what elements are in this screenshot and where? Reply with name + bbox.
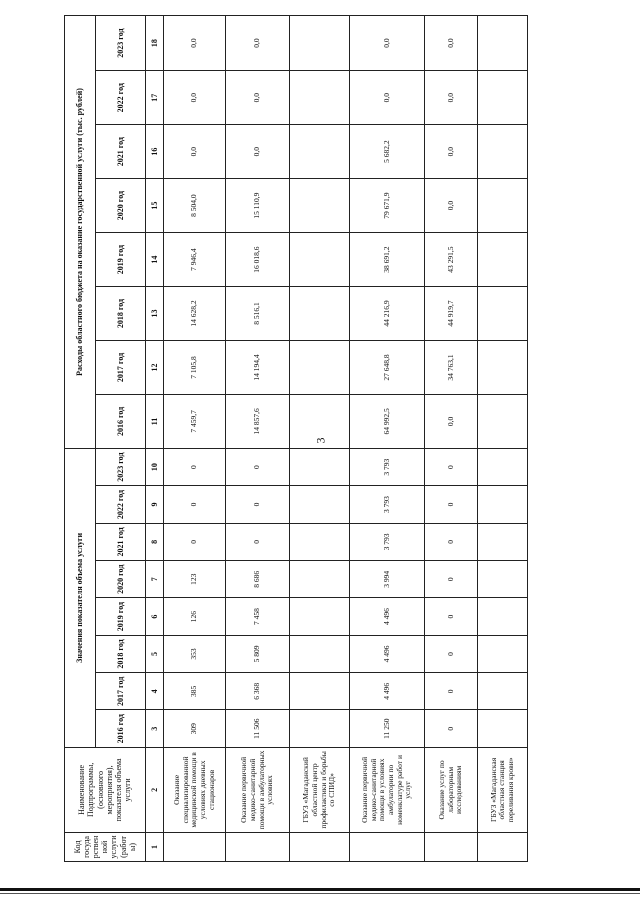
row-service-name: Оказание специализированной медицинской помощи в условиях дневных стационаров	[164, 747, 226, 832]
expense-value: 0,0	[424, 394, 478, 448]
header-expense-year: 2021 год	[96, 125, 146, 179]
volume-value	[478, 673, 528, 710]
expense-value: 0,0	[164, 125, 226, 179]
rotated-table-wrapper	[64, 15, 528, 862]
expense-value	[478, 179, 528, 233]
volume-value: 0	[424, 486, 478, 523]
row-service-name: Оказание первичной медико-санитарной помощи в амбулаторных условиях	[226, 747, 290, 832]
volume-value: 4 496	[350, 673, 424, 710]
header-expense-year: 2018 год	[96, 287, 146, 341]
volume-value: 3 994	[350, 561, 424, 598]
volume-value: 0	[424, 673, 478, 710]
expense-value	[478, 394, 528, 448]
column-number: 3	[145, 710, 164, 747]
volume-value	[290, 710, 350, 747]
header-volume-group: Значения показателя объема услуги	[65, 448, 96, 747]
page-number: 3	[313, 437, 328, 444]
header-expense-year: 2019 год	[96, 233, 146, 287]
expense-value: 0,0	[350, 16, 424, 71]
column-number: 14	[145, 233, 164, 287]
expense-value: 27 648,8	[350, 340, 424, 394]
expense-value: 7 459,7	[164, 394, 226, 448]
header-expense-year: 2022 год	[96, 71, 146, 125]
volume-value: 8 686	[226, 561, 290, 598]
column-number-row	[145, 16, 164, 862]
expense-value: 0,0	[226, 125, 290, 179]
header-volume-year: 2022 год	[96, 486, 146, 523]
volume-value: 6 368	[226, 673, 290, 710]
header-name: Наименование Подпрограммы, (основного мероприятия), показателя объема услуги	[65, 747, 146, 832]
header-expense-year: 2016 год	[96, 394, 146, 448]
volume-value: 0	[164, 523, 226, 560]
header-volume-year: 2017 год	[96, 673, 146, 710]
volume-value	[478, 523, 528, 560]
expense-value: 38 691,2	[350, 233, 424, 287]
expense-value: 0,0	[164, 16, 226, 71]
column-number: 9	[145, 486, 164, 523]
volume-value: 0	[424, 448, 478, 485]
expense-value: 0,0	[350, 71, 424, 125]
expense-value: 7 105,8	[164, 340, 226, 394]
expense-value: 0,0	[424, 125, 478, 179]
expense-value	[290, 287, 350, 341]
expense-value	[290, 71, 350, 125]
volume-value: 126	[164, 598, 226, 635]
volume-value: 0	[226, 523, 290, 560]
services-table	[64, 15, 528, 862]
expense-value	[478, 233, 528, 287]
expense-value: 79 671,9	[350, 179, 424, 233]
volume-value: 0	[164, 448, 226, 485]
expense-value: 64 992,5	[350, 394, 424, 448]
column-number: 5	[145, 635, 164, 672]
expense-value	[290, 340, 350, 394]
row-code	[290, 832, 350, 861]
volume-value	[478, 486, 528, 523]
expense-value: 14 628,2	[164, 287, 226, 341]
expense-value	[478, 287, 528, 341]
volume-value: 123	[164, 561, 226, 598]
expense-value: 0,0	[226, 71, 290, 125]
volume-value	[290, 448, 350, 485]
volume-value: 4 496	[350, 635, 424, 672]
header-row-years	[96, 16, 146, 862]
volume-value	[478, 448, 528, 485]
header-volume-year: 2016 год	[96, 710, 146, 747]
row-service-name: Оказание услуг по лабораторным исследованиям	[424, 747, 478, 832]
volume-value: 353	[164, 635, 226, 672]
volume-value: 4 496	[350, 598, 424, 635]
volume-value: 11 506	[226, 710, 290, 747]
column-number: 11	[145, 394, 164, 448]
header-volume-year: 2020 год	[96, 561, 146, 598]
expense-value	[290, 233, 350, 287]
volume-value: 0	[424, 561, 478, 598]
volume-value: 0	[424, 710, 478, 747]
expense-value	[290, 179, 350, 233]
expense-value: 14 857,6	[226, 394, 290, 448]
volume-value: 0	[424, 523, 478, 560]
column-number: 10	[145, 448, 164, 485]
column-number: 1	[145, 832, 164, 861]
expense-value	[478, 71, 528, 125]
column-number: 13	[145, 287, 164, 341]
table-row	[290, 16, 350, 862]
row-code	[478, 832, 528, 861]
expense-value: 7 946,4	[164, 233, 226, 287]
expense-value: 0,0	[424, 71, 478, 125]
expense-value: 0,0	[424, 16, 478, 71]
expense-value	[478, 125, 528, 179]
expense-value	[290, 125, 350, 179]
table-row	[350, 16, 424, 862]
volume-value: 7 458	[226, 598, 290, 635]
volume-value: 0	[424, 635, 478, 672]
column-number: 12	[145, 340, 164, 394]
volume-value: 3 793	[350, 523, 424, 560]
volume-value	[290, 523, 350, 560]
expense-value: 15 110,9	[226, 179, 290, 233]
footer-rule-thin	[0, 893, 640, 894]
volume-value: 3 793	[350, 448, 424, 485]
volume-value	[478, 561, 528, 598]
volume-value	[478, 710, 528, 747]
expense-value: 44 919,7	[424, 287, 478, 341]
column-number: 15	[145, 179, 164, 233]
row-service-name: ГБУЗ «Магаданский областной центр профилактики и борьбы со СПИД»	[290, 747, 350, 832]
expense-value: 34 763,1	[424, 340, 478, 394]
expense-value: 8 516,1	[226, 287, 290, 341]
volume-value: 5 809	[226, 635, 290, 672]
volume-value: 0	[226, 486, 290, 523]
volume-value	[290, 561, 350, 598]
volume-value: 11 250	[350, 710, 424, 747]
expense-value	[290, 16, 350, 71]
volume-value: 309	[164, 710, 226, 747]
column-number: 16	[145, 125, 164, 179]
column-number: 17	[145, 71, 164, 125]
expense-value: 5 682,2	[350, 125, 424, 179]
volume-value	[290, 635, 350, 672]
row-code	[164, 832, 226, 861]
volume-value: 0	[164, 486, 226, 523]
column-number: 6	[145, 598, 164, 635]
volume-value: 3 793	[350, 486, 424, 523]
expense-value: 0,0	[164, 71, 226, 125]
header-volume-year: 2018 год	[96, 635, 146, 672]
header-expense-group: Расходы областного бюджета на оказание государственной услуги (тыс. рублей)	[65, 16, 96, 449]
row-code	[424, 832, 478, 861]
expense-value: 8 504,0	[164, 179, 226, 233]
table-row	[164, 16, 226, 862]
volume-value	[478, 598, 528, 635]
volume-value	[290, 673, 350, 710]
footer-rule	[0, 888, 640, 891]
expense-value	[478, 16, 528, 71]
column-number: 18	[145, 16, 164, 71]
volume-value: 385	[164, 673, 226, 710]
column-number: 7	[145, 561, 164, 598]
table-row	[478, 16, 528, 862]
row-code	[350, 832, 424, 861]
header-volume-year: 2019 год	[96, 598, 146, 635]
header-expense-year: 2020 год	[96, 179, 146, 233]
volume-value	[290, 598, 350, 635]
header-expense-year: 2017 год	[96, 340, 146, 394]
header-volume-year: 2021 год	[96, 523, 146, 560]
expense-value: 43 291,5	[424, 233, 478, 287]
volume-value: 0	[226, 448, 290, 485]
header-code: Код государственной услуги (работы)	[65, 832, 146, 861]
expense-value	[478, 340, 528, 394]
volume-value	[290, 486, 350, 523]
expense-value: 44 216,9	[350, 287, 424, 341]
expense-value: 14 194,4	[226, 340, 290, 394]
table-row	[226, 16, 290, 862]
row-service-name: ГБУЗ «Магаданская областная станция переливания крови»	[478, 747, 528, 832]
column-number: 4	[145, 673, 164, 710]
expense-value: 0,0	[424, 179, 478, 233]
volume-value: 0	[424, 598, 478, 635]
header-expense-year: 2023 год	[96, 16, 146, 71]
header-row-groups	[65, 16, 96, 862]
row-service-name: Оказание первичной медико-санитарной помощи в условиях амбулатории по номенклатуре работ и услуг	[350, 747, 424, 832]
volume-value	[478, 635, 528, 672]
table-row	[424, 16, 478, 862]
column-number: 2	[145, 747, 164, 832]
expense-value: 16 018,6	[226, 233, 290, 287]
header-volume-year: 2023 год	[96, 448, 146, 485]
row-code	[226, 832, 290, 861]
column-number: 8	[145, 523, 164, 560]
expense-value: 0,0	[226, 16, 290, 71]
expense-value	[290, 394, 350, 448]
